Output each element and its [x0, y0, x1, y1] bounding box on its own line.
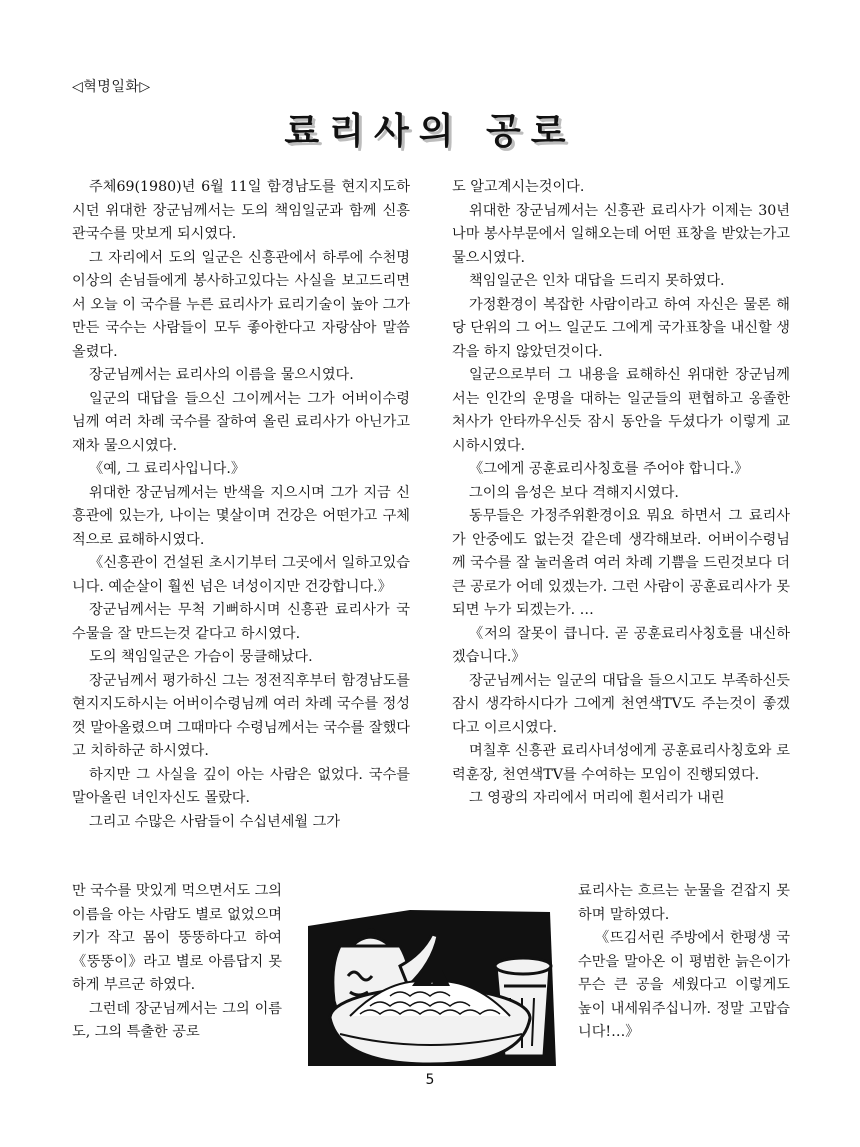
- left-column: [72, 176, 410, 834]
- paragraph: 책임일군은 인차 대답을 드리지 못하였다.: [469, 273, 725, 289]
- right-column: [452, 176, 790, 811]
- page-number: 5: [425, 1072, 435, 1088]
- paragraph: 만 국수를 맛있게 먹으면서도 그의 이름을 아는 사람도 별로 없었으며 키가 작고 몸이 뚱뚱하다고 하여 《뚱뚱이》라고 별로 아름답지 못하게 부르군 하였다.: [72, 883, 282, 993]
- paragraph: 그이의 음성은 보다 격해지시였다.: [469, 484, 679, 501]
- paragraph: 《그에게 공훈료리사칭호를 주어야 합니다.》: [469, 461, 749, 477]
- paragraph: 장군님께서 평가하신 그는 정전직후부터 함경남도를 현지지도하시는 어버이수령님께 여러 차례 국수를 정성껏 말아올렸으며 그때마다 수령님께서는 국수를 잘했다고 치하하군 하시였다.: [72, 672, 410, 759]
- paragraph: 주체69(1980)년 6월 11일 함경남도를 현지지도하시던 위대한 장군님께서는 도의 책임일군과 함께 신흥관국수를 맛보게 되시였다.: [72, 179, 410, 242]
- paragraph: 위대한 장군님께서는 신흥관 료리사가 이제는 30년나마 봉사부문에서 일해오는데 어떤 표창을 받았는가고 물으시였다.: [452, 202, 790, 266]
- right-wrap-text: [578, 880, 790, 1045]
- paragraph: 며칠후 신흥관 료리사녀성에게 공훈료리사칭호와 로력훈장, 천연색TV를 수여하는 모임이 진행되였다.: [452, 743, 790, 783]
- paragraph: 장군님께서는 료리사의 이름을 물으시였다.: [89, 367, 354, 383]
- paragraph: 료리사는 흐르는 눈물을 걷잡지 못하며 말하였다.: [578, 883, 790, 923]
- paragraph: 위대한 장군님께서는 반색을 지으시며 그가 지금 신흥관에 있는가, 나이는 몇살이며 건강은 어떤가고 구체적으로 료해하시였다.: [72, 484, 410, 548]
- paragraph: 《뜨김서린 주방에서 한평생 국수만을 말아온 이 평범한 늙은이가 무슨 큰 공을 세웠다고 이렇게도 높이 내세워주십니까. 정말 고맙습니다!…》: [578, 930, 790, 1040]
- paragraph: 도 알고계시는것이다.: [452, 179, 585, 195]
- paragraph: 그 자리에서 도의 일군은 신흥관에서 하루에 수천명이상의 손님들에게 봉사하고있다는 사실을 보고드리면서 오늘 이 국수를 누른 료리사가 료리기술이 높아 그가 만든 국수는 사람들이 모두 좋아한다고 자랑삼아 말씀올렸다.: [72, 249, 410, 360]
- article-title: 료리사의 공로: [284, 111, 576, 152]
- paragraph: 그 영광의 자리에서 머리에 흰서리가 내린: [469, 790, 725, 806]
- paragraph: 《예, 그 료리사입니다.》: [89, 461, 246, 477]
- paragraph: 장군님께서는 무척 기뻐하시며 신흥관 료리사가 국수물을 잘 만드는것 같다고 하시였다.: [72, 602, 410, 642]
- paragraph: 도의 책임일군은 가슴이 뭉클해났다.: [89, 649, 313, 665]
- paragraph: 일군의 대답을 들으신 그이께서는 그가 어버이수령님께 여러 차례 국수를 잘하여 올린 료리사가 아닌가고 재차 물으시였다.: [72, 390, 410, 454]
- paragraph: 일군으로부터 그 내용을 료해하신 위대한 장군님께서는 인간의 운명을 대하는 일군들의 편협하고 옹졸한 처사가 안타까우신듯 잠시 동안을 두셨다가 이렇게 교시하시였다.: [452, 367, 790, 454]
- section-tag: ◁혁명일화▷: [72, 79, 151, 95]
- left-wrap-text: [72, 880, 282, 1045]
- paragraph: 《신흥관이 건설된 초시기부터 그곳에서 일하고있습니다. 예순살이 훨씬 넘은 녀성이지만 건강합니다.》: [72, 555, 410, 595]
- paragraph: 동무들은 가정주위환경이요 뭐요 하면서 그 료리사가 안중에도 없는것 같은데 생각해보라. 어버이수령님께 국수를 잘 눌러올려 여러 차례 기쁨을 드린것보다 더 큰 공로가 어데 있겠는가. 그런 사람이 공훈료리사가 못되면 누가 되겠는가. …: [452, 508, 790, 618]
- paragraph: 장군님께서는 일군의 대답을 들으시고도 부족하신듯 잠시 생각하시다가 그에게 천연색TV도 주는것이 좋겠다고 이르시였다.: [452, 672, 790, 736]
- paragraph: 그리고 수많은 사람들이 수십년세월 그가: [89, 813, 341, 830]
- paragraph: 그런데 장군님께서는 그의 이름도, 그의 특출한 공로: [72, 1000, 282, 1040]
- paragraph: 하지만 그 사실을 깊이 아는 사람은 없었다. 국수를 말아올린 녀인자신도 몰랐다.: [72, 766, 410, 806]
- paragraph: 《저의 잘못이 큽니다. 곧 공훈료리사칭호를 내신하겠습니다.》: [452, 625, 790, 665]
- noodle-bowl-teapot-illustration-icon: [300, 906, 560, 1066]
- paragraph: 가정환경이 복잡한 사람이라고 하여 자신은 물론 해당 단위의 그 어느 일군도 그에게 국가표창을 내신할 생각을 하지 않았던것이다.: [452, 296, 790, 360]
